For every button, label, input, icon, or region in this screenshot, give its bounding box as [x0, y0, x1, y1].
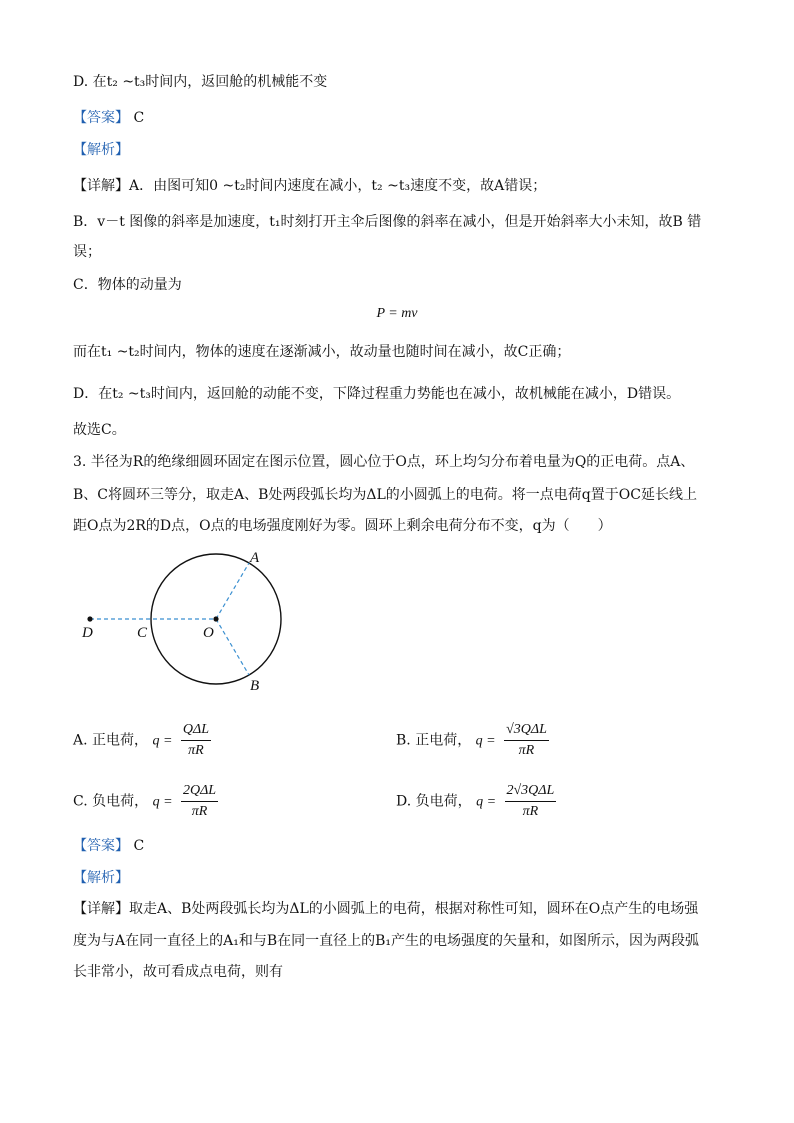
option-c-q: q =	[152, 794, 173, 810]
option-a	[73, 720, 211, 761]
option-c	[73, 781, 218, 822]
option-d-fraction	[505, 781, 557, 822]
detail2-line-1	[73, 899, 698, 919]
detail-line-b1: B．v－t 图像的斜率是加速度，t₁时刻打开主伞后图像的斜率在减小，但是开始斜率大小未知，故B 错	[73, 214, 702, 230]
answer-label-2: 【答案】	[73, 838, 129, 854]
analysis-label-2: 【解析】	[73, 870, 129, 886]
option-b-denominator: πR	[518, 743, 535, 758]
question-3-line-3: 距O点为2R的D点，O点的电场强度刚好为零。圆环上剩余电荷分布不变，q为（ ）	[73, 518, 612, 534]
option-b-fraction	[504, 720, 549, 761]
question-3-line-2: B、C将圆环三等分，取走A、B处两段弧长均为ΔL的小圆弧上的电荷。将一点电荷q置于OC延长线上	[73, 487, 697, 503]
option-a-numerator: QΔL	[181, 720, 211, 741]
option-d	[396, 781, 556, 822]
detail2-line-3: 长非常小，故可看成点电荷，则有	[73, 964, 283, 980]
detail-line-c2: 而在t₁ ~t₂时间内，物体的速度在逐渐减小，故动量也随时间在减小，故C正确；	[73, 344, 571, 360]
answer-label: 【答案】	[73, 110, 129, 126]
option-a-q: q =	[152, 733, 173, 749]
analysis-label: 【解析】	[73, 142, 129, 158]
option-c-numerator: 2QΔL	[181, 781, 218, 802]
question-3-line-1: 3. 半径为R的绝缘细圆环固定在图示位置，圆心位于O点，环上均匀分布着电量为Q的正电荷。点A、	[73, 454, 695, 470]
detail2-line-2: 度为与A在同一直径上的A₁和与B在同一直径上的B₁产生的电场强度的矢量和，如图所示，因为两段弧	[73, 933, 700, 949]
option-c-denominator: πR	[191, 804, 208, 819]
answer-line-2	[73, 836, 144, 856]
option-b-q: q =	[475, 733, 496, 749]
option-c-label: C. 负电荷，	[73, 793, 149, 810]
detail-line-b2: 误；	[73, 244, 101, 260]
answer-line-1	[73, 108, 144, 128]
detail-text-a: A．由图可知0 ~t₂时间内速度在减小，t₂ ~t₃速度不变，故A错误；	[129, 178, 547, 194]
option-d-numerator: 2√3QΔL	[505, 781, 557, 802]
label-b: B	[250, 678, 260, 694]
answer-value-2: C	[133, 838, 145, 854]
detail-line-a	[73, 176, 546, 196]
option-c-fraction	[181, 781, 218, 822]
dash-line-oa	[216, 563, 249, 619]
detail-label-2: 【详解】	[73, 901, 129, 917]
option-a-label: A. 正电荷，	[73, 732, 149, 749]
point-o-dot	[213, 616, 218, 621]
label-o: O	[203, 625, 214, 641]
label-a: A	[250, 550, 260, 566]
detail-line-c: C．物体的动量为	[73, 277, 182, 293]
detail2-text-1: 取走A、B处两段弧长均为ΔL的小圆弧上的电荷，根据对称性可知，圆环在O点产生的电场强	[129, 901, 699, 917]
option-d-label: D. 负电荷，	[396, 793, 472, 810]
option-d-q: q =	[476, 794, 497, 810]
option-b	[396, 720, 549, 761]
label-c: C	[137, 625, 148, 641]
option-a-denominator: πR	[188, 743, 204, 758]
circle-figure	[70, 540, 300, 700]
option-b-label: B. 正电荷，	[396, 732, 472, 749]
option-d-previous: D. 在t₂ ~t₃时间内，返回舱的机械能不变	[73, 74, 328, 90]
momentum-equation: P = mv	[376, 306, 418, 321]
detail-label: 【详解】	[73, 178, 129, 194]
choose-line: 故选C。	[73, 422, 126, 438]
dash-line-ob	[216, 619, 249, 675]
option-b-numerator: √3QΔL	[504, 720, 549, 741]
point-d-dot	[87, 616, 92, 621]
label-d: D	[82, 625, 93, 641]
answer-value: C	[133, 110, 145, 126]
option-a-fraction	[181, 720, 211, 761]
option-d-denominator: πR	[522, 804, 539, 819]
detail-line-d: D．在t₂ ~t₃时间内，返回舱的动能不变，下降过程重力势能也在减小，故机械能在减小，D错误。	[73, 386, 681, 402]
